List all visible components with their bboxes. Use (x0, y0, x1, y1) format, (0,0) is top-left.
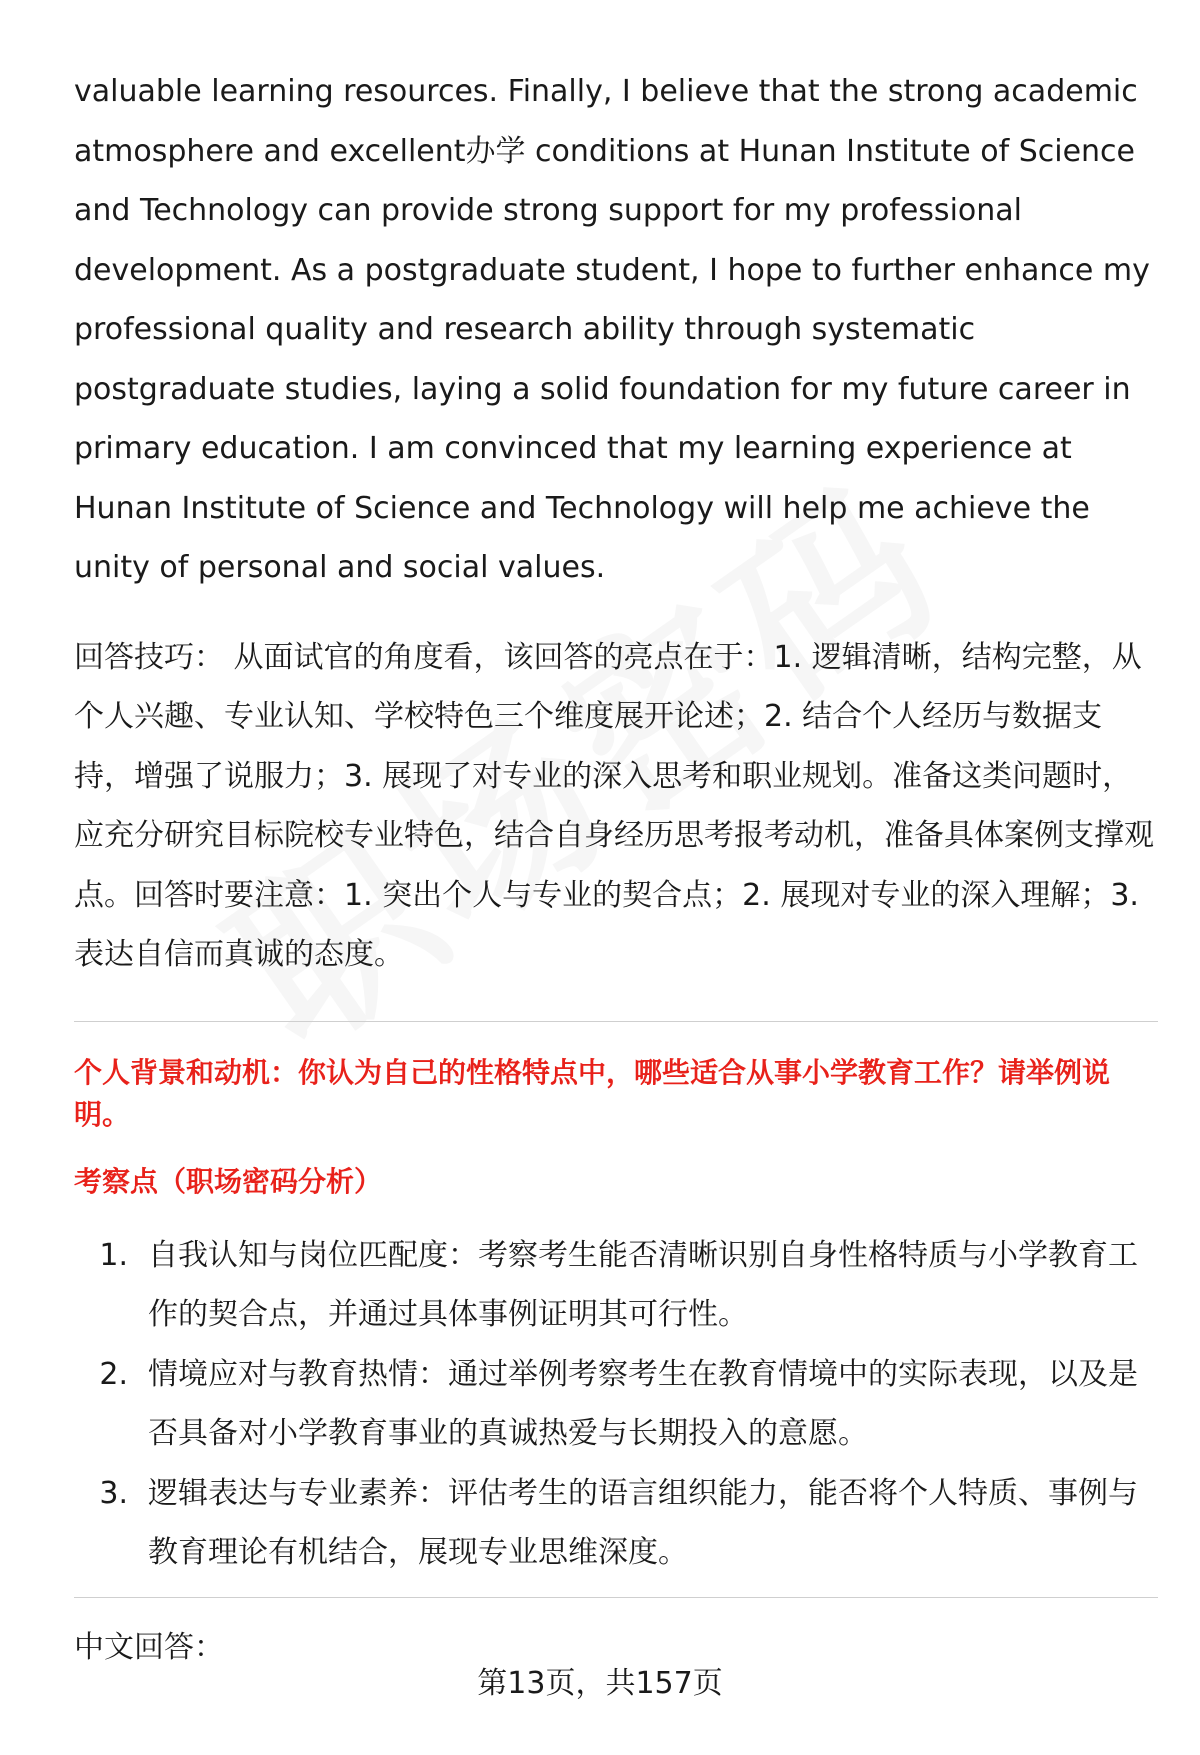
answer-tips (74, 628, 1158, 985)
question-heading: 个人背景和动机：你认为自己的性格特点中，哪些适合从事小学教育工作？请举例说明。 (74, 1055, 1111, 1131)
list-number: 3. (99, 1475, 128, 1511)
divider (74, 1597, 1158, 1598)
document-page (74, 62, 1158, 1677)
list-item (74, 1226, 1158, 1345)
assessment-list (74, 1226, 1158, 1583)
list-number: 1. (99, 1237, 128, 1273)
assessment-title: 考察点（职场密码分析） (74, 1164, 383, 1198)
list-number: 2. (99, 1356, 128, 1392)
tips-text: 从面试官的角度看，该回答的亮点在于：1. 逻辑清晰，结构完整，从个人兴趣、专业认知、学校特色三个维度展开论述；2. 结合个人经历与数据支持，增强了说服力；3. 展现了对专业的深入思考和职业规划。准备这类问题时，应充分研究目标院校专业特色，结合自身经历思考报考动机，准备具体案例支撑观点。回答时要注意：1. 突出个人与专业的契合点；2. 展现对专业的深入理解；3. 表达自信而真诚的态度。 (74, 639, 1154, 972)
list-item (74, 1345, 1158, 1464)
page-footer: 第13页，共157页 (477, 1666, 723, 1701)
list-text: 自我认知与岗位匹配度：考察考生能否清晰识别自身性格特质与小学教育工作的契合点，并通过具体事例证明其可行性。 (148, 1237, 1138, 1332)
tips-label: 回答技巧： (74, 639, 224, 675)
list-text: 逻辑表达与专业素养：评估考生的语言组织能力，能否将个人特质、事例与教育理论有机结合，展现专业思维深度。 (148, 1475, 1138, 1570)
list-item (74, 1464, 1158, 1583)
answer-label: 中文回答： (74, 1629, 224, 1665)
intro-paragraph: valuable learning resources. Finally, I believe that the strong academic atmosphere and excellent办学 conditions at Hunan Institute of Science and Technology can provide strong support for my professional development. As a postgraduate student, I hope to further enhance my professional quality and research ability through systematic postgraduate studies, laying a solid foundation for my future career in primary education. I am convinced that my learning experience at Hunan Institute of Science and Technology will help me achieve the unity of personal and social values. (74, 74, 1150, 585)
list-text: 情境应对与教育热情：通过举例考察考生在教育情境中的实际表现，以及是否具备对小学教育事业的真诚热爱与长期投入的意愿。 (148, 1356, 1138, 1451)
divider (74, 1021, 1158, 1022)
